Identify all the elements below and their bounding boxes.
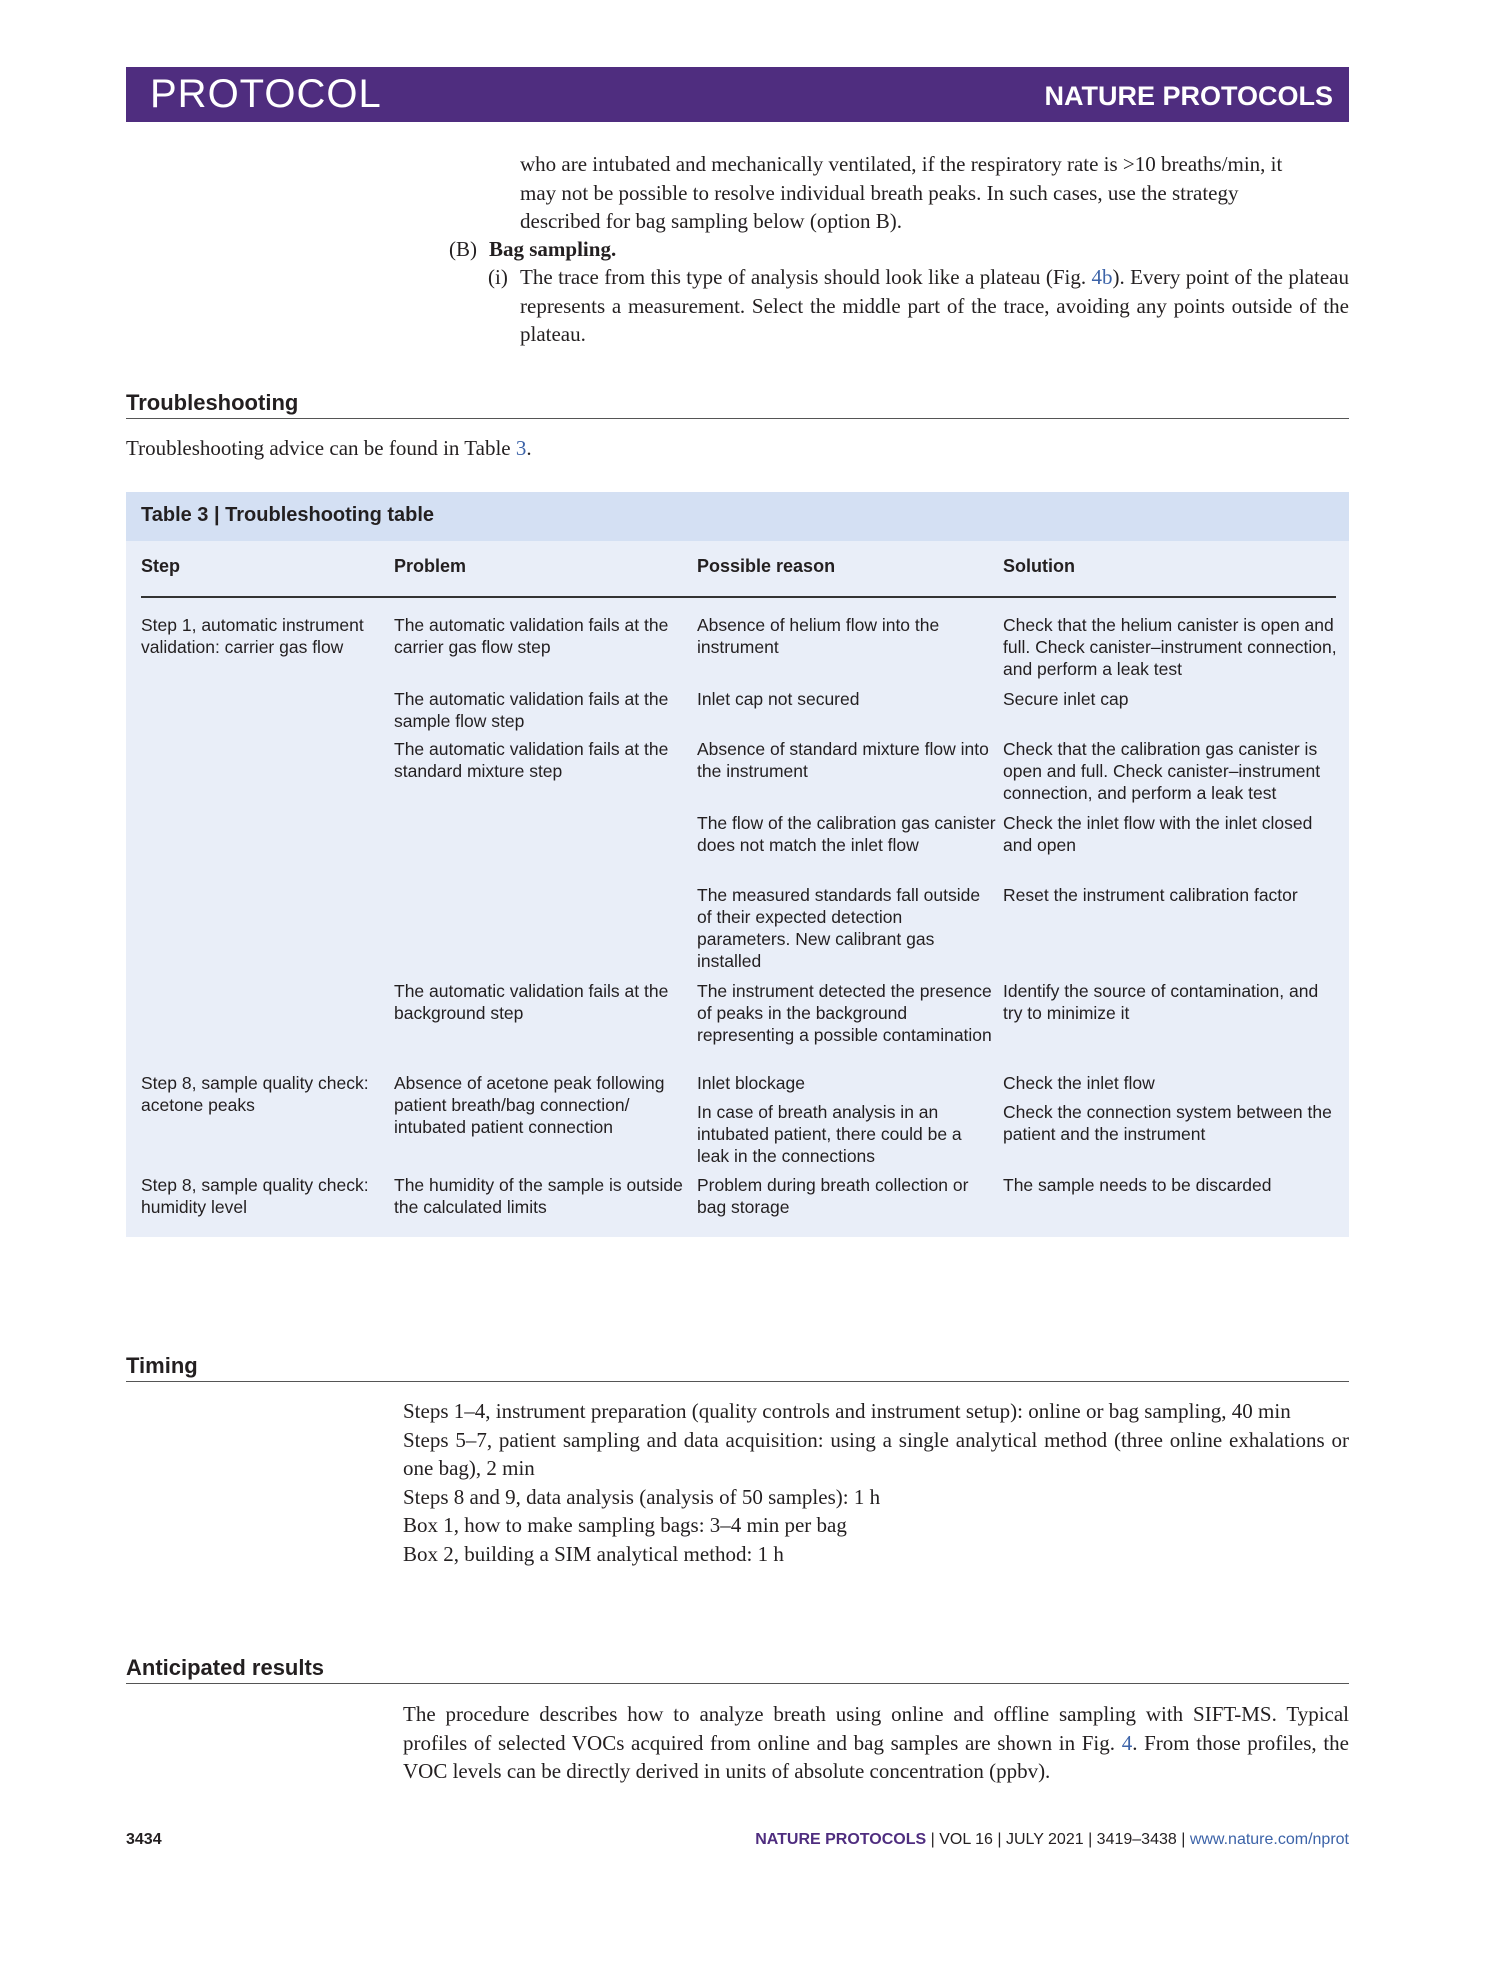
reason-cell: The measured standards fall outside of their expected detection parameters. New calibrant gas installed — [697, 885, 981, 971]
option-b-title: Bag sampling. — [489, 237, 617, 261]
table-title: Table 3 | Troubleshooting table — [141, 504, 435, 526]
table-link[interactable]: 3 — [515, 436, 527, 460]
step-cell: Step 1, automatic instrument validation: carrier gas flow — [141, 615, 364, 657]
reason-cell: Inlet blockage — [697, 1073, 805, 1093]
intro-line: described for bag sampling below (option B). — [520, 209, 902, 233]
footer-journal: NATURE PROTOCOLS — [755, 1831, 927, 1848]
section-label: PROTOCOL — [150, 72, 382, 116]
sub-i-label: (i) — [488, 265, 508, 289]
solution-cell: The sample needs to be discarded — [1003, 1175, 1272, 1195]
sub-i-text: ). Every point of the plateau represents a measurement. Select the middle part of the trace, avoiding any points outside of the plateau. — [520, 265, 1349, 346]
troubleshooting-text — [126, 434, 1349, 463]
intro-paragraph — [520, 150, 1349, 236]
reason-cell: The flow of the calibration gas canister does not match the inlet flow — [697, 813, 996, 855]
timing-line: Steps 8 and 9, data analysis (analysis of 50 samples): 1 h — [403, 1484, 881, 1509]
step-cell: Step 8, sample quality check: humidity level — [141, 1175, 369, 1217]
solution-cell: Check the inlet flow with the inlet closed and open — [1003, 813, 1313, 855]
problem-cell: Absence of acetone peak following patient breath/bag connection/ intubated patient connection — [394, 1073, 665, 1137]
reason-cell: Absence of helium flow into the instrument — [697, 615, 940, 657]
timing-heading: Timing — [126, 1353, 1349, 1382]
intro-line: may not be possible to resolve individual breath peaks. In such cases, use the strategy — [520, 180, 1239, 205]
problem-cell: The automatic validation fails at the sample flow step — [394, 689, 669, 731]
timing-line: Box 2, building a SIM analytical method: 1 h — [403, 1541, 784, 1566]
reason-cell: Inlet cap not secured — [697, 689, 860, 709]
col-header-problem: Problem — [394, 556, 467, 576]
solution-cell: Identify the source of contamination, and try to minimize it — [1003, 981, 1319, 1023]
troubleshooting-heading: Troubleshooting — [126, 390, 1349, 419]
troubleshooting-sentence: Troubleshooting advice can be found in Table — [126, 436, 516, 460]
header-rule — [141, 596, 1336, 598]
solution-cell: Check that the helium canister is open and full. Check canister–instrument connection, and perform a leak test — [1003, 615, 1337, 679]
problem-cell: The automatic validation fails at the carrier gas flow step — [394, 615, 669, 657]
option-b-label: (B) — [449, 237, 477, 261]
figure-link[interactable]: 4b — [1091, 265, 1113, 289]
header-banner — [126, 67, 1349, 122]
sub-i-paragraph — [520, 263, 1349, 349]
results-text: The procedure describes how to analyze breath using online and offline sampling with SIFT-MS. Typical profiles of selected VOCs acquired from online and bag samples are shown in Fig. — [403, 1702, 1349, 1755]
col-header-solution: Solution — [1003, 556, 1075, 576]
solution-cell: Secure inlet cap — [1003, 689, 1129, 709]
timing-line: Steps 5–7, patient sampling and data acquisition: using a single analytical method (three online exhalations or one bag), 2 min — [403, 1427, 1349, 1480]
footer-citation — [755, 1831, 1349, 1849]
problem-cell: The humidity of the sample is outside the calculated limits — [394, 1175, 683, 1217]
troubleshooting-sentence-end: . — [526, 436, 532, 460]
figure-link[interactable]: 4 — [1121, 1730, 1133, 1755]
col-header-reason: Possible reason — [697, 556, 836, 576]
solution-cell: Check the connection system between the patient and the instrument — [1003, 1102, 1332, 1144]
results-paragraph — [403, 1700, 1349, 1786]
journal-name: NATURE PROTOCOLS — [1044, 81, 1333, 111]
step-cell: Step 8, sample quality check: acetone peaks — [141, 1073, 369, 1115]
reason-cell: The instrument detected the presence of peaks in the background representing a possible contamination — [697, 981, 992, 1045]
troubleshooting-table — [126, 492, 1349, 1237]
sub-i-text: The trace from this type of analysis should look like a plateau (Fig. — [520, 265, 1092, 289]
timing-line: Box 1, how to make sampling bags: 3–4 min per bag — [403, 1513, 847, 1537]
footer-details: | VOL 16 | JULY 2021 | 3419–3438 | — [930, 1831, 1186, 1848]
solution-cell: Check the inlet flow — [1003, 1073, 1155, 1093]
col-header-step: Step — [141, 556, 181, 576]
results-heading: Anticipated results — [126, 1655, 1349, 1684]
page-number: 3434 — [126, 1831, 162, 1848]
table-title-bar — [126, 492, 1349, 541]
solution-cell: Check that the calibration gas canister is open and full. Check canister–instrument connection, and perform a leak test — [1003, 739, 1321, 803]
problem-cell: The automatic validation fails at the background step — [394, 981, 669, 1023]
reason-cell: Absence of standard mixture flow into the instrument — [697, 739, 989, 781]
footer-url[interactable]: www.nature.com/nprot — [1189, 1831, 1349, 1848]
timing-block — [403, 1397, 1349, 1568]
reason-cell: Problem during breath collection or bag storage — [697, 1175, 969, 1217]
timing-line: Steps 1–4, instrument preparation (quality controls and instrument setup): online or bag sampling, 40 min — [403, 1399, 1291, 1423]
problem-cell: The automatic validation fails at the standard mixture step — [394, 739, 669, 781]
solution-cell: Reset the instrument calibration factor — [1003, 885, 1298, 905]
intro-line: who are intubated and mechanically ventilated, if the respiratory rate is >10 breaths/min, it — [520, 152, 1283, 176]
results-text: . From those profiles, the VOC levels can be directly derived in units of absolute concentration (ppbv). — [403, 1730, 1349, 1783]
reason-cell: In case of breath analysis in an intubated patient, there could be a leak in the connections — [697, 1102, 962, 1166]
